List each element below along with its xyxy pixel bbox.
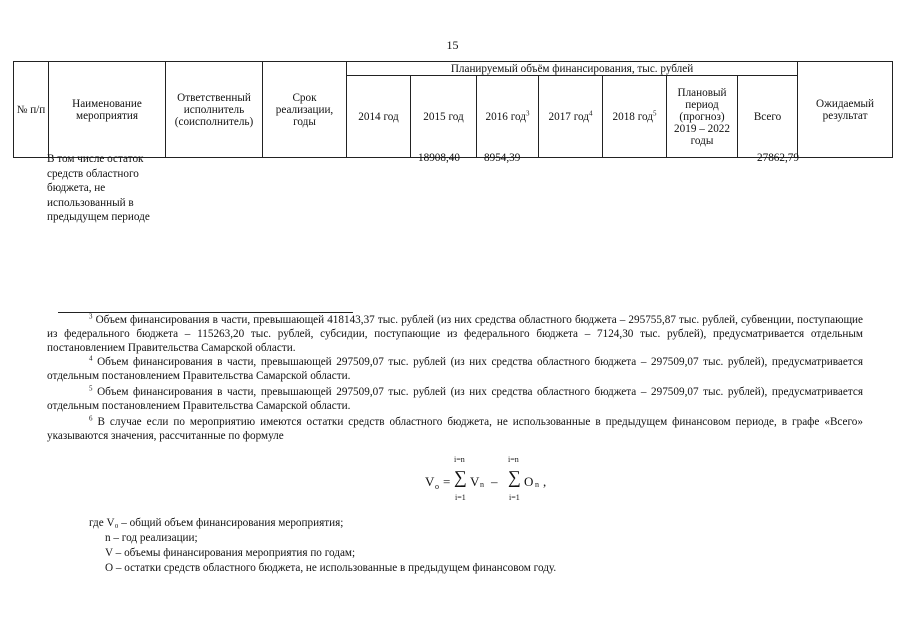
header-2017: 2017 год$^4$ bbox=[539, 76, 603, 158]
footnote-4: $^4$ Объем финансирования в части, превышающей 297509,07 тыс. рублей (из них средства областного бюджета – 297509,07 тыс. рублей), предусматривается отдельным постановлением Правительства Самарской области. bbox=[47, 354, 864, 382]
header-plan-period: Плановый период (прогноз) 2019 – 2022 годы bbox=[667, 76, 738, 158]
financing-table bbox=[13, 61, 893, 158]
definition-o: О – остатки средств областного бюджета, не использованные в предыдущем финансовом году. bbox=[105, 562, 557, 574]
sigma-icon: ∑ bbox=[508, 467, 521, 487]
footnote-ref-3: 3 bbox=[525, 108, 530, 117]
header-2014: 2014 год bbox=[347, 76, 411, 158]
definition-vo: где V₀ – общий объем финансирования мероприятия; bbox=[89, 517, 344, 529]
header-total: Всего bbox=[738, 76, 798, 158]
row-value-2016: 8954,39 bbox=[484, 152, 521, 164]
footnote-5: $^5$ Объем финансирования в части, превышающей 297509,07 тыс. рублей (из них средства областного бюджета – 297509,07 тыс. рублей), предусматривается отдельным постановлением Правительства Самарской области. bbox=[47, 384, 864, 412]
header-2016: 2016 год$^3$ bbox=[477, 76, 539, 158]
header-plan-group: Планируемый объём финансирования, тыс. рублей bbox=[347, 62, 798, 76]
row-value-total: 27862,79 bbox=[757, 152, 799, 164]
sigma-icon: ∑ bbox=[454, 467, 467, 487]
row-name: В том числе остаток средств областного бюджета, не использованный в предыдущем периоде bbox=[47, 153, 150, 223]
header-term: Срок реализации, годы bbox=[263, 62, 347, 158]
definition-v: V – объемы финансирования мероприятия по годам; bbox=[105, 547, 356, 559]
header-executor: Ответственный исполнитель (соисполнитель) bbox=[166, 62, 263, 158]
footnote-ref-5: 5 bbox=[652, 108, 657, 117]
definition-n: n – год реализации; bbox=[105, 532, 198, 544]
footnote-6: $^6$ В случае если по мероприятию имеются остатки средств областного бюджета, не использованные в предыдущем финансовом периоде, в графе «Всего» указываются значения, рассчитанные по формуле bbox=[47, 414, 863, 442]
formula-definitions bbox=[89, 516, 556, 576]
footnote-ref-4: 4 bbox=[588, 108, 593, 117]
row-value-2015: 18908,40 bbox=[418, 152, 460, 164]
formula-lhs: V bbox=[425, 474, 435, 489]
header-num: № п/п bbox=[14, 62, 49, 158]
header-2018: 2018 год$^5$ bbox=[603, 76, 667, 158]
header-result: Ожидаемый результат bbox=[798, 62, 893, 158]
header-name: Наименование мероприятия bbox=[49, 62, 166, 158]
formula: V o = i=n ∑ i=1 V n – i=n ∑ i=1 O n , bbox=[425, 455, 547, 502]
header-2015: 2015 год bbox=[411, 76, 477, 158]
footnote-3: $^3$ Объем финансирования в части, превышающей 418143,37 тыс. рублей (из них средства областного бюджета – 295755,87 тыс. рублей, субвенции, поступающие из федерального бюджета – 115263,20 тыс. рублей, субсидии, поступающие из федерального бюджета – 7124,30 тыс. рублей), предусматривается отдельным постановлением Правительства Самарской области. bbox=[47, 312, 864, 354]
page-number: 15 bbox=[446, 38, 459, 52]
